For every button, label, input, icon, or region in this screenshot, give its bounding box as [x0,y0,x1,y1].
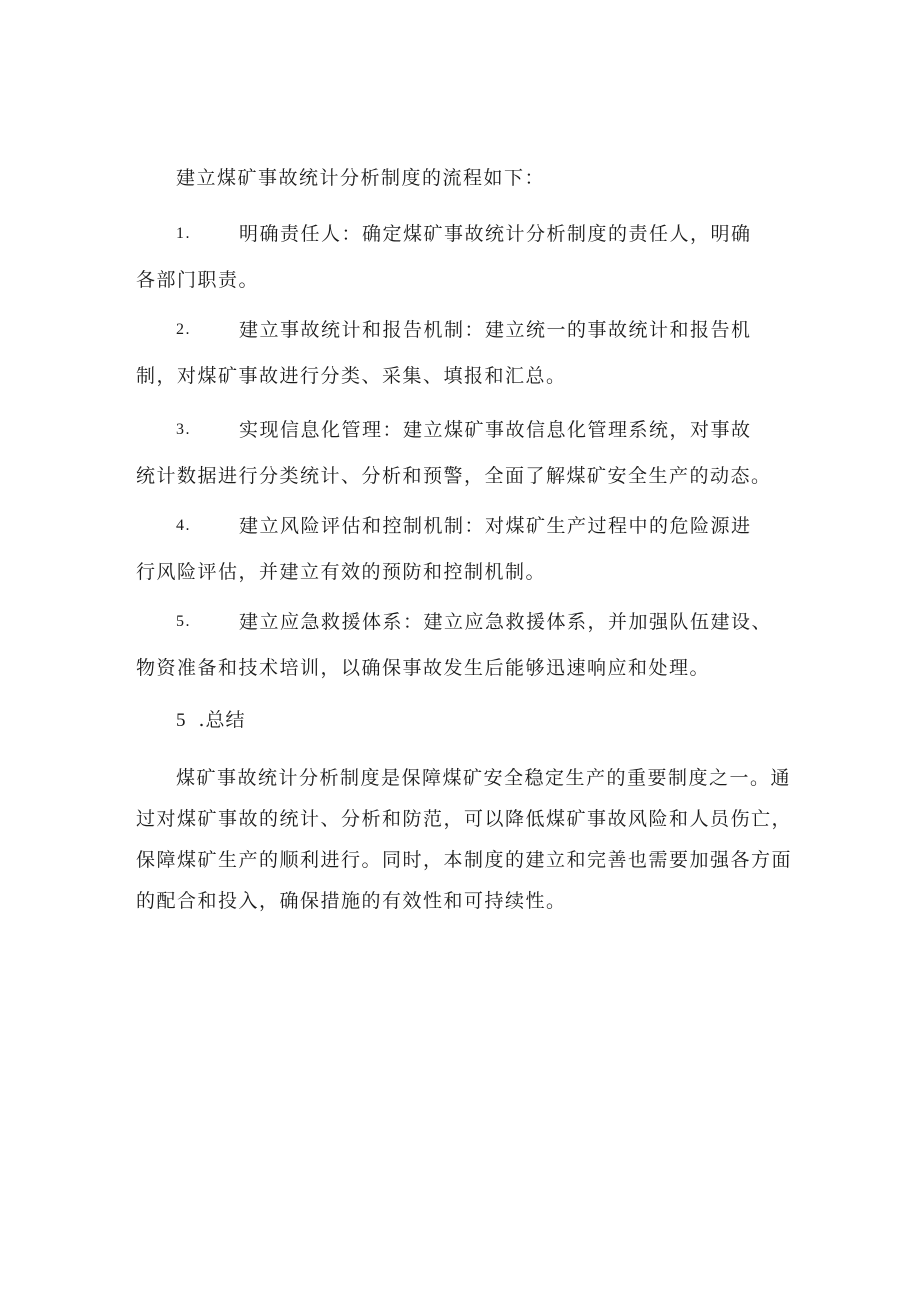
step-text-continued: 物资准备和技术培训，以确保事故发生后能够迅速响应和处理。 [136,657,711,679]
step-text-continued: 统计数据进行分类统计、分析和预警，全面了解煤矿安全生产的动态。 [136,465,772,487]
step-text: 明确责任人：确定煤矿事故统计分析制度的责任人，明确 [239,223,752,245]
section-heading [176,705,246,732]
summary-paragraph [136,758,793,922]
step-item-2 [136,307,786,399]
summary-line: 煤矿事故统计分析制度是保障煤矿安全稳定生产的重要制度之一。通 [176,767,792,789]
step-number: 3. [176,421,191,438]
summary-line: 保障煤矿生产的顺利进行。同时，本制度的建立和完善也需要加强各方面 [136,849,793,871]
step-text: 建立应急救援体系：建立应急救援体系，并加强队伍建设、 [239,611,773,633]
step-item-5 [136,599,786,691]
step-text-continued: 行风险评估，并建立有效的预防和控制机制。 [136,561,547,583]
step-number: 1. [176,225,191,242]
step-item-3 [136,407,786,499]
step-item-4 [136,503,786,595]
step-text: 建立风险评估和控制机制：对煤矿生产过程中的危险源进 [239,515,752,537]
step-number: 5. [176,613,191,630]
step-number: 4. [176,517,191,534]
step-text: 实现信息化管理：建立煤矿事故信息化管理系统，对事故 [239,419,752,441]
intro-paragraph: 建立煤矿事故统计分析制度的流程如下： [176,167,546,189]
section-number: 5 [176,710,187,731]
summary-line: 的配合和投入，确保措施的有效性和可持续性。 [136,890,567,912]
summary-line: 过对煤矿事故的统计、分析和防范，可以降低煤矿事故风险和人员伤亡， [136,808,793,830]
step-text: 建立事故统计和报告机制：建立统一的事故统计和报告机 [239,319,752,341]
step-text-continued: 制，对煤矿事故进行分类、采集、填报和汇总。 [136,365,567,387]
step-number: 2. [176,321,191,338]
step-item-1 [136,211,786,303]
section-title-text: .总结 [198,709,246,731]
step-text-continued: 各部门职责。 [136,269,260,291]
